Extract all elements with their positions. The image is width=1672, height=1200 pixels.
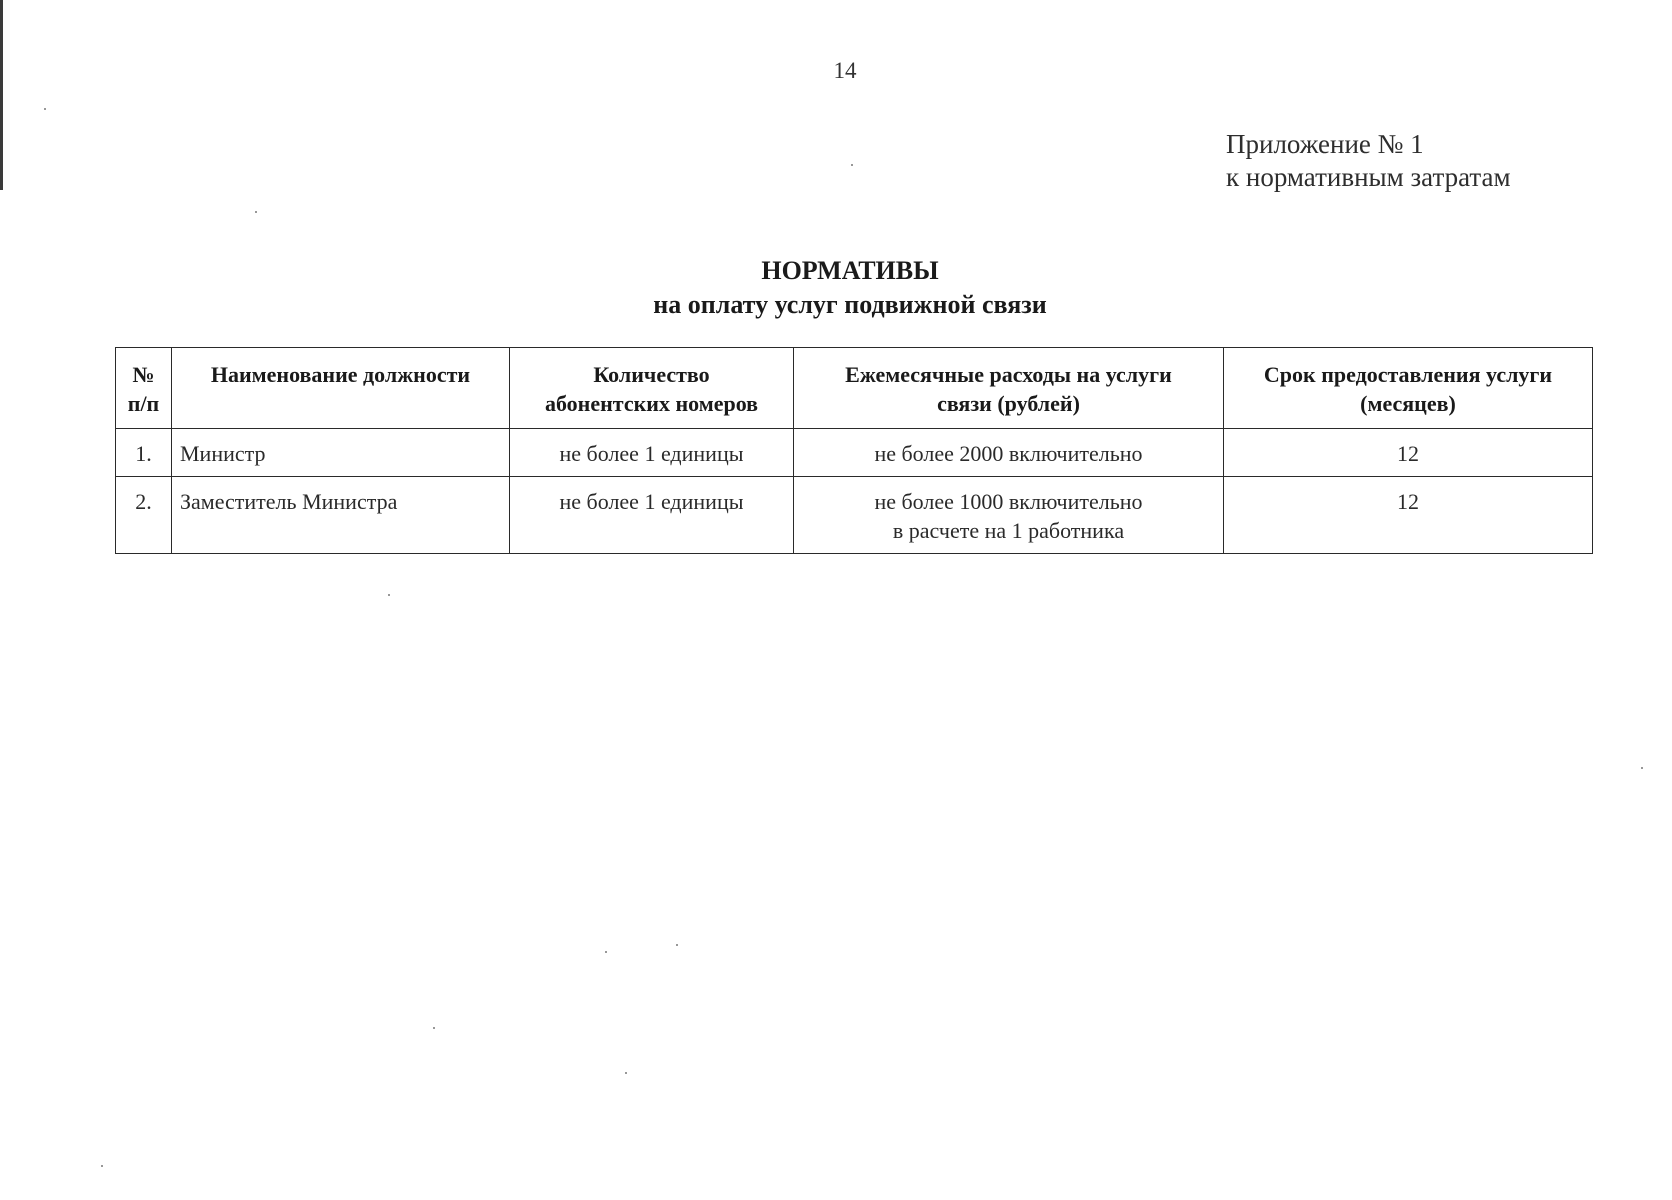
cell-expenses: не более 1000 включительно в расчете на 1 работника bbox=[794, 477, 1224, 554]
cell-quantity: не более 1 единицы bbox=[510, 429, 794, 477]
title-main: НОРМАТИВЫ bbox=[761, 256, 939, 285]
header-quantity: Количество абонентских номеров bbox=[510, 348, 794, 429]
appendix-note bbox=[1226, 128, 1511, 194]
appendix-line-2: к нормативным затратам bbox=[1226, 162, 1511, 192]
cell-expenses: не более 2000 включительно bbox=[794, 429, 1224, 477]
table-header-row bbox=[116, 348, 1593, 429]
norms-table bbox=[115, 347, 1593, 554]
cell-position: Заместитель Министра bbox=[172, 477, 510, 554]
header-term: Срок предоставления услуги (месяцев) bbox=[1224, 348, 1593, 429]
scan-speck bbox=[1641, 767, 1643, 769]
cell-num: 1. bbox=[116, 429, 172, 477]
scan-speck bbox=[255, 211, 257, 213]
scan-speck bbox=[433, 1027, 435, 1029]
cell-term: 12 bbox=[1224, 477, 1593, 554]
scan-speck bbox=[851, 164, 853, 166]
header-num: № п/п bbox=[116, 348, 172, 429]
cell-num: 2. bbox=[116, 477, 172, 554]
scan-speck bbox=[44, 108, 46, 110]
header-position: Наименование должности bbox=[172, 348, 510, 429]
header-expenses: Ежемесячные расходы на услуги связи (рублей) bbox=[794, 348, 1224, 429]
scan-speck bbox=[101, 1165, 103, 1167]
table-row bbox=[116, 429, 1593, 477]
cell-quantity: не более 1 единицы bbox=[510, 477, 794, 554]
cell-term: 12 bbox=[1224, 429, 1593, 477]
scan-speck bbox=[676, 944, 678, 946]
document-title bbox=[0, 254, 1672, 322]
scan-speck bbox=[625, 1072, 627, 1074]
scan-edge-mark bbox=[0, 0, 3, 190]
appendix-line-1: Приложение № 1 bbox=[1226, 129, 1424, 159]
scan-speck bbox=[388, 594, 390, 596]
table-row bbox=[116, 477, 1593, 554]
title-sub: на оплату услуг подвижной связи bbox=[653, 290, 1047, 319]
cell-position: Министр bbox=[172, 429, 510, 477]
scan-speck bbox=[605, 951, 607, 953]
page-number: 14 bbox=[833, 58, 857, 83]
